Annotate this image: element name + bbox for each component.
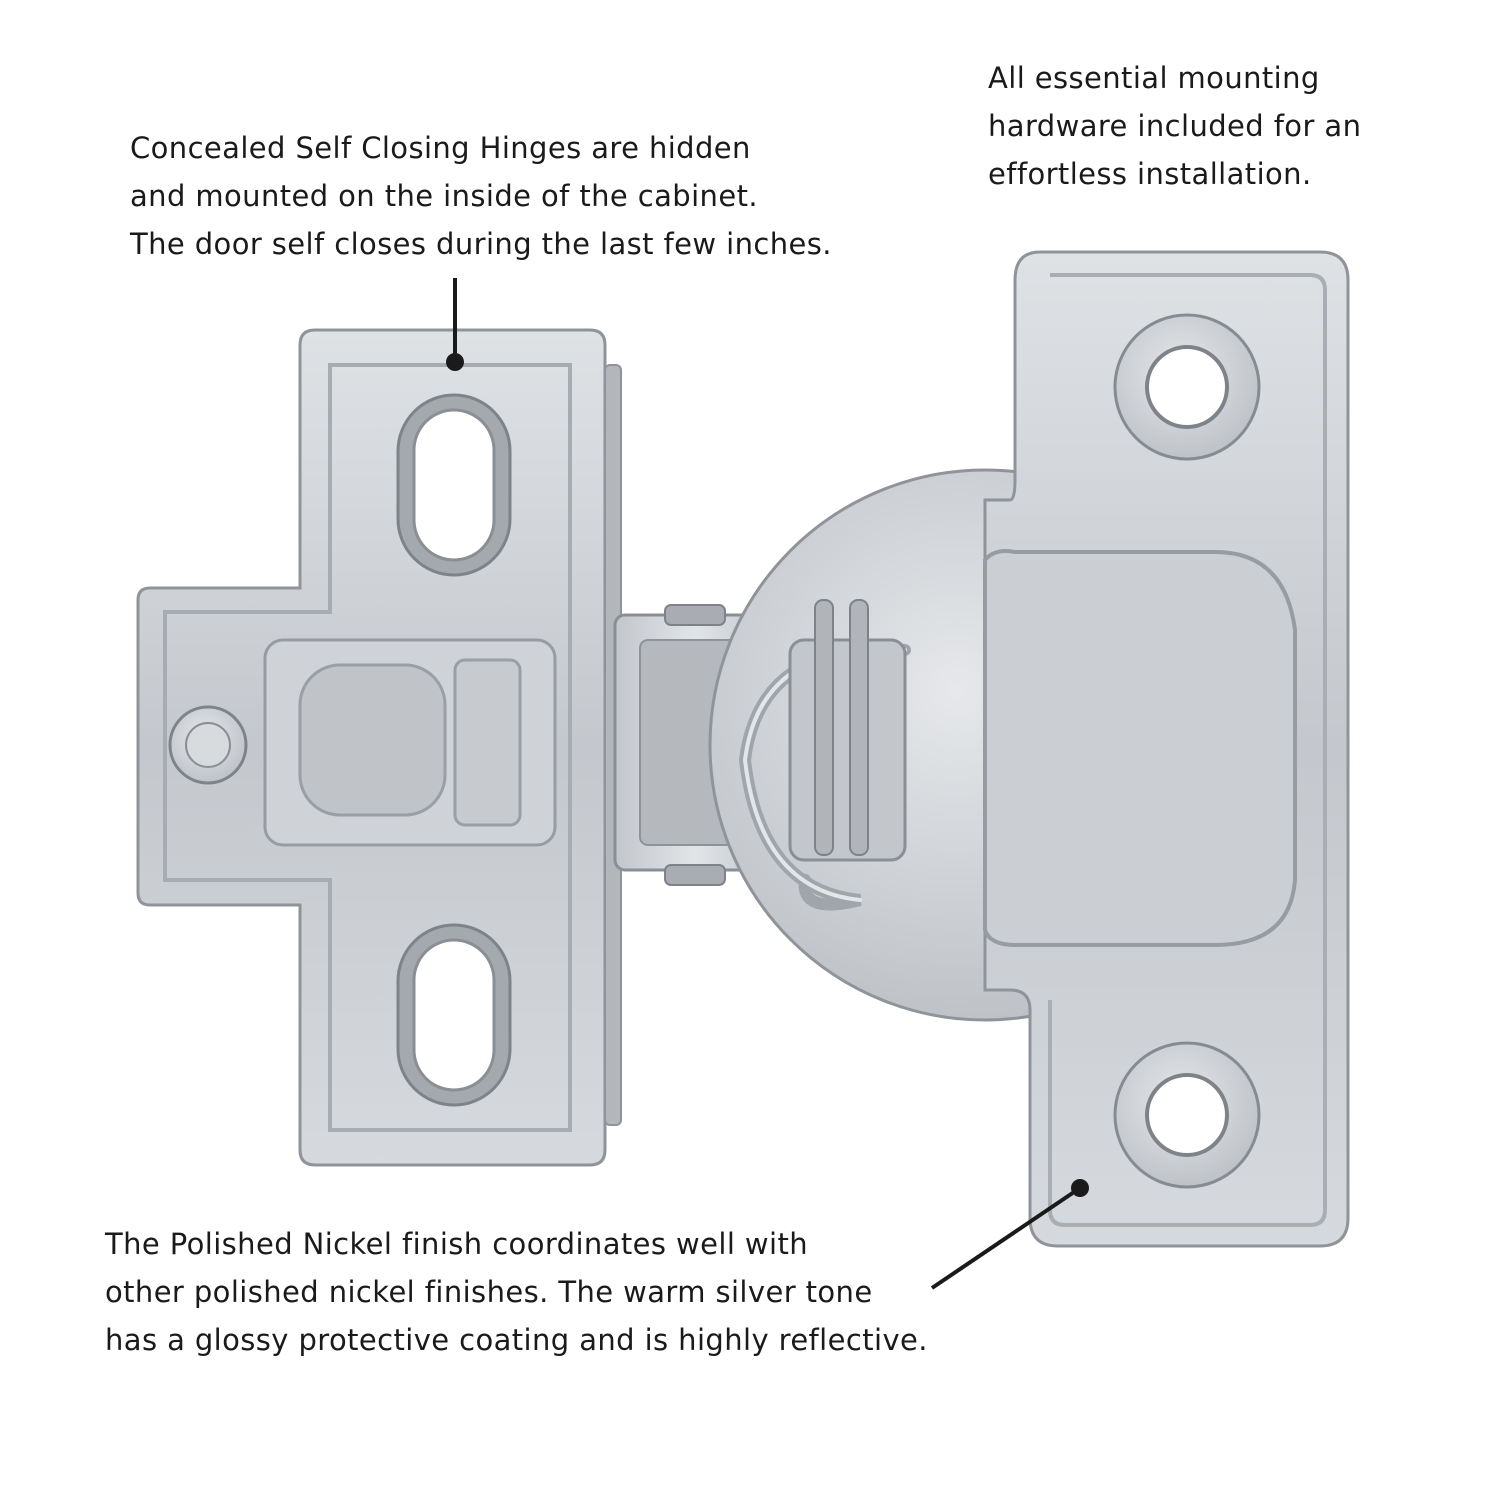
callout-concealed <box>446 278 464 371</box>
mounting-hole-top <box>1115 315 1259 459</box>
slot-bottom <box>398 925 510 1105</box>
annotation-mounting-hardware: All essential mounting hardware included for an effortless installation. <box>988 61 1362 191</box>
annotation-concealed-hinges: Concealed Self Closing Hinges are hidden and mounted on the inside of the cabinet. The door self closes during the last few inches. <box>130 131 832 261</box>
mounting-hole-bottom <box>1115 1043 1259 1187</box>
slot-top <box>398 395 510 575</box>
mounting-plate <box>138 330 621 1165</box>
screw <box>170 707 246 783</box>
door-plate <box>985 252 1348 1246</box>
annotation-polished-nickel-finish: The Polished Nickel finish coordinates well with other polished nickel finishes. The warm silver tone has a glossy protective coating and is highly reflective. <box>105 1227 928 1357</box>
